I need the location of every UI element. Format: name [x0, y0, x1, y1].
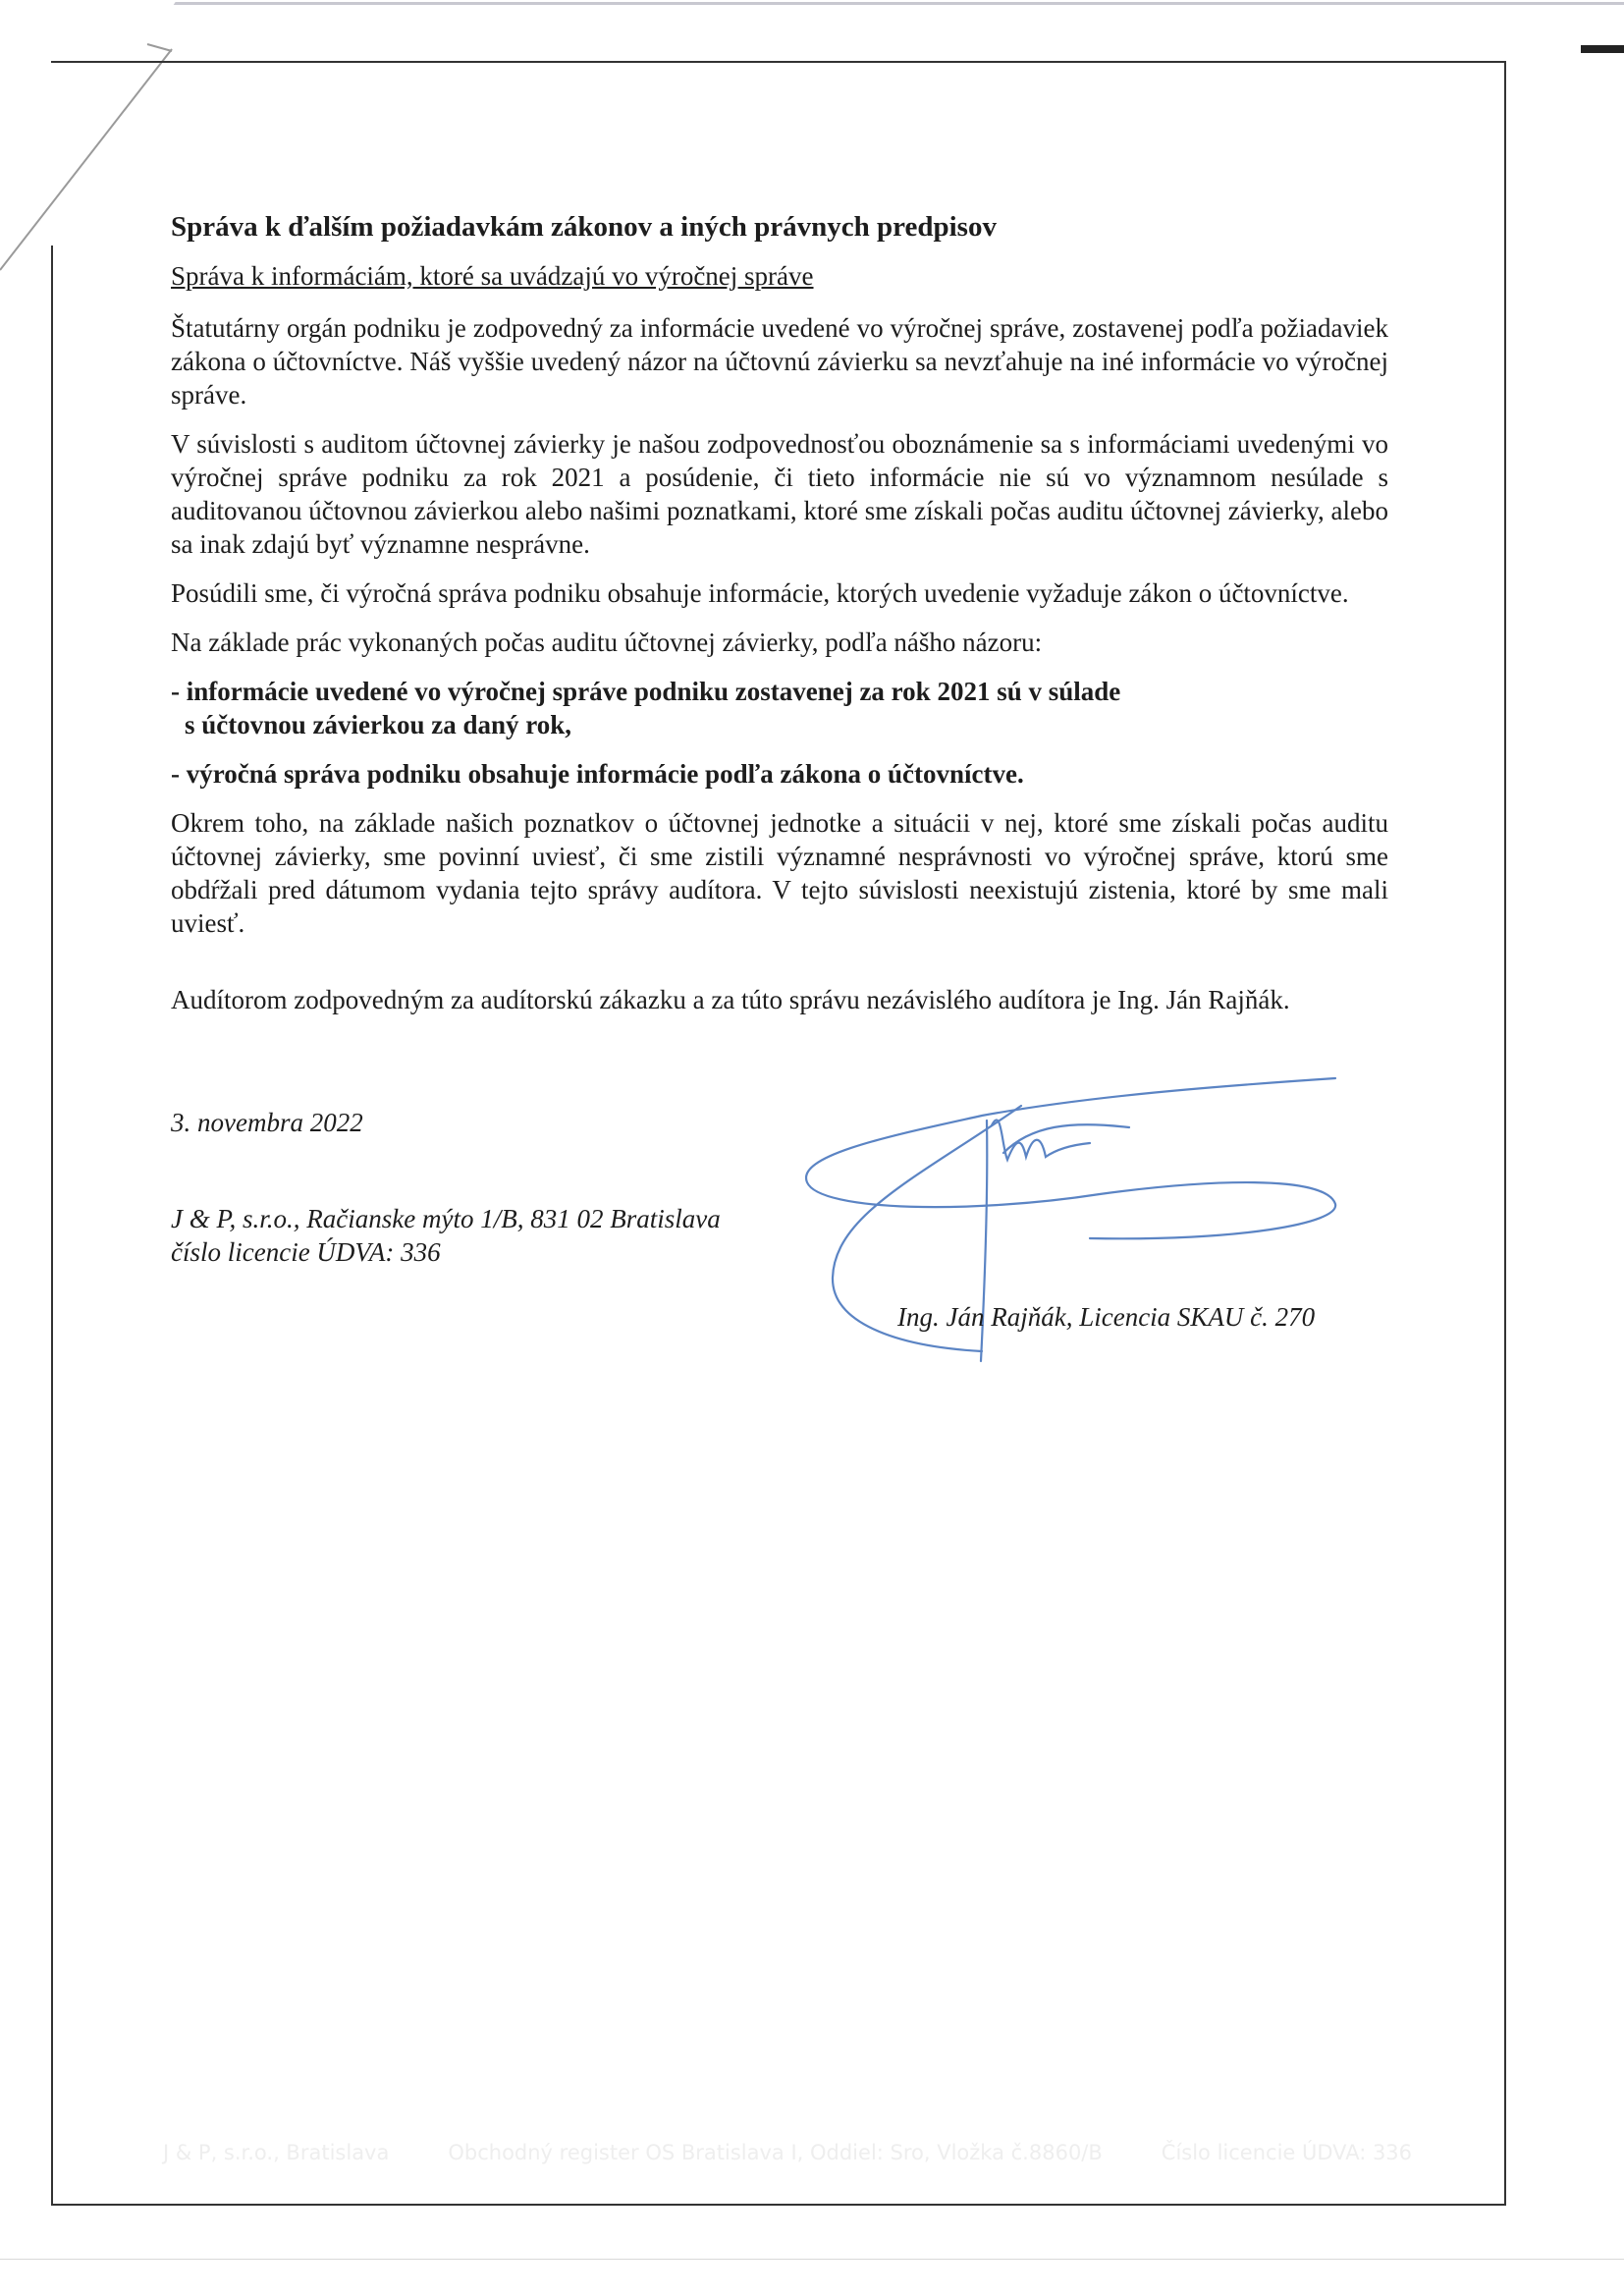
paragraph-responsible-auditor: Audítorom zodpovedným za audítorskú zákazku a za túto správu nezávislého audítora je Ing. Ján Rajňák. [171, 985, 1290, 1014]
scan-edge-line [0, 2, 1624, 5]
scan-edge-mark [1581, 45, 1624, 53]
firm-info [171, 1202, 721, 1269]
paragraph-responsibility: Štatutárny orgán podniku je zodpovedný za informácie uvedené vo výročnej správe, zostavenej podľa požiadaviek zákona o účtovníctve. Náš vyššie uvedený názor na účtovnú závierku sa nevzťahuje na iné informácie vo výročnej správe. [171, 313, 1388, 410]
footer-register: Obchodný register OS Bratislava I, Oddiel: Sro, Vložka č.8860/B [448, 2141, 1103, 2164]
firm-license: číslo licencie ÚDVA: 336 [171, 1237, 441, 1267]
handwritten-signature [776, 1066, 1365, 1381]
paragraph-audit-duty: V súvislosti s auditom účtovnej závierky je našou zodpovednosťou oboznámenie sa s informáciami uvedenými vo výročnej správe podniku za rok 2021 a posúdenie, či tieto informácie nie sú vo významnom nesúlade s auditovanou účtovnou závierkou alebo našimi poznatkami, ktoré sme získali počas auditu účtovnej závierky, alebo sa inak zdajú byť významne nesprávne. [171, 429, 1388, 559]
paragraph-findings: Okrem toho, na základe našich poznatkov o účtovnej jednotke a situácii v nej, ktoré sme získali počas auditu účtovnej závierky, sme povinní uviesť, či sme zistili významné nesprávnosti vo výročnej správe, ktorú sme obdŕžali pred dátumom vydania tejto správy audítora. V tejto súvislosti neexistujú zistenia, ktoré by sme mali uviesť. [171, 808, 1388, 938]
firm-address: J & P, s.r.o., Račianske mýto 1/B, 831 02 Bratislava [171, 1204, 721, 1233]
footer-license: Číslo licencie ÚDVA: 336 [1161, 2141, 1413, 2164]
opinion-bullet-2: - výročná správa podniku obsahuje informácie podľa zákona o účtovníctve. [171, 759, 1024, 789]
footer-firm: J & P, s.r.o., Bratislava [163, 2141, 390, 2164]
paragraph-assessment: Posúdili sme, či výročná správa podniku obsahuje informácie, ktorých uvedenie vyžaduje zákon o účtovníctve. [171, 578, 1349, 608]
opinion-bullet-1: - informácie uvedené vo výročnej správe podniku zostavenej za rok 2021 sú v súlade s účtovnou závierkou za daný rok, [171, 677, 1121, 739]
section-subheading: Správa k informáciám, ktoré sa uvádzajú vo výročnej správe [171, 261, 814, 291]
signer-name: Ing. Ján Rajňák, Licencia SKAU č. 270 [897, 1302, 1316, 1332]
report-date: 3. novembra 2022 [171, 1108, 363, 1137]
scan-bottom-line [0, 2259, 1624, 2260]
paragraph-opinion-intro: Na základe prác vykonaných počas auditu účtovnej závierky, podľa nášho názoru: [171, 628, 1043, 657]
report-body [171, 211, 1388, 1032]
section-heading: Správa k ďalším požiadavkám zákonov a iných právnych predpisov [171, 211, 997, 243]
document-frame-left [51, 246, 53, 2204]
page-footer [163, 2141, 1413, 2164]
